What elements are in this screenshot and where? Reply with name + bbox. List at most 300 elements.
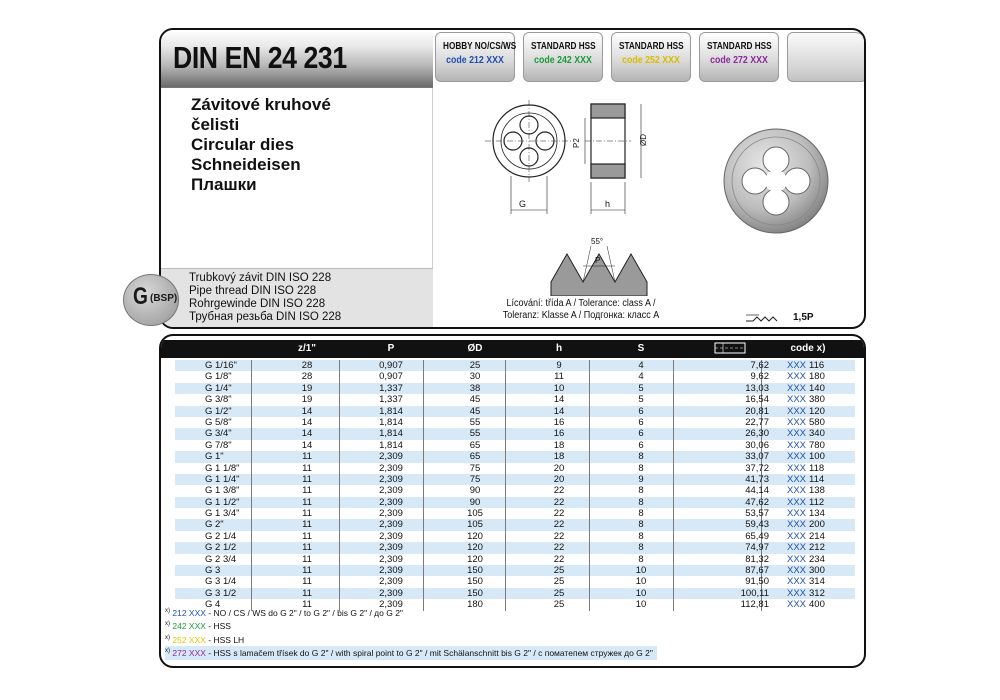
column-separator xyxy=(423,588,424,599)
cell-p: 1,814 xyxy=(379,405,403,417)
column-separator xyxy=(505,531,506,542)
column-separator xyxy=(505,576,506,587)
cell-p: 2,309 xyxy=(379,587,403,599)
cell-od: 75 xyxy=(469,462,481,474)
thread-line-en: Pipe thread DIN ISO 228 xyxy=(189,285,317,297)
table-row xyxy=(175,576,855,587)
tab-label: STANDARD HSS xyxy=(707,41,772,52)
cell-od: 90 xyxy=(469,485,481,497)
cell-p: 1,337 xyxy=(379,382,403,394)
column-separator xyxy=(339,576,340,587)
column-separator xyxy=(339,542,340,553)
column-separator xyxy=(589,428,590,439)
cell-s: 6 xyxy=(638,416,644,428)
cell-code: 100 xyxy=(809,451,825,463)
footnote-code: 272 XXX xyxy=(172,648,206,659)
cell-z: 11 xyxy=(302,599,312,611)
tab-label: HOBBY NO/CS/WS xyxy=(443,41,517,52)
column-separator xyxy=(589,531,590,542)
cell-size: G 1/16" xyxy=(205,360,237,371)
cell-thread-depth: 87,67 xyxy=(745,565,769,577)
cell-z: 11 xyxy=(302,587,312,599)
cell-s: 6 xyxy=(638,428,644,440)
cell-s: 9 xyxy=(638,473,644,485)
cell-thread-depth: 9,62 xyxy=(750,371,769,383)
column-separator xyxy=(423,360,424,371)
cell-h: 25 xyxy=(553,599,565,611)
cell-p: 2,309 xyxy=(379,519,403,531)
cell-p: 2,309 xyxy=(379,485,403,497)
column-separator xyxy=(505,497,506,508)
cell-p: 0,907 xyxy=(379,371,403,383)
name-ru: Плашки xyxy=(191,175,257,194)
cell-size: G 3/4" xyxy=(205,428,232,440)
column-separator xyxy=(589,474,590,485)
tab-standard-hss-252[interactable] xyxy=(611,32,691,82)
footnote-text: - HSS s lamačem třísek do G 2" / with spiral point to G 2" / mit Schälanschnitt bis G 2" / с поматепем стружек до G 2" xyxy=(205,648,653,659)
cell-h: 22 xyxy=(553,553,565,565)
cell-size: G 7/8" xyxy=(205,439,232,451)
column-separator xyxy=(423,451,424,462)
column-separator xyxy=(339,417,340,428)
cell-code-prefix: XXX xyxy=(787,587,807,599)
cell-code-prefix: XXX xyxy=(787,405,807,417)
column-separator xyxy=(339,360,340,371)
column-separator xyxy=(339,588,340,599)
cell-h: 14 xyxy=(553,394,565,406)
cell-size: G 2 3/4 xyxy=(205,553,237,565)
column-separator xyxy=(673,451,674,462)
table-row xyxy=(175,451,855,462)
cell-z: 11 xyxy=(302,576,312,588)
cell-z: 11 xyxy=(302,530,312,542)
column-separator xyxy=(339,497,340,508)
cell-thread-depth: 7,62 xyxy=(750,360,769,371)
column-separator xyxy=(589,451,590,462)
column-separator xyxy=(673,440,674,451)
cell-z: 11 xyxy=(302,519,312,531)
cell-code: 340 xyxy=(809,428,825,440)
cell-size: G 1/8" xyxy=(205,371,232,383)
cell-h: 14 xyxy=(553,405,565,417)
column-separator xyxy=(339,463,340,474)
column-separator xyxy=(423,542,424,553)
cell-z: 11 xyxy=(302,473,312,485)
column-separator xyxy=(339,508,340,519)
column-separator xyxy=(673,371,674,382)
column-separator xyxy=(505,463,506,474)
title-bar xyxy=(161,30,433,88)
cell-od: 120 xyxy=(467,553,483,565)
cell-od: 150 xyxy=(467,565,483,577)
footnote-marker: x) xyxy=(165,648,170,655)
cell-code: 234 xyxy=(809,553,825,565)
cell-od: 30 xyxy=(469,371,481,383)
table-row xyxy=(175,554,855,565)
column-separator xyxy=(673,383,674,394)
cell-s: 10 xyxy=(635,587,647,599)
cell-h: 18 xyxy=(553,439,565,451)
cell-s: 10 xyxy=(635,599,647,611)
cell-od: 65 xyxy=(469,451,481,463)
cell-od: 75 xyxy=(469,473,481,485)
table-row xyxy=(175,542,855,553)
column-separator xyxy=(673,417,674,428)
cell-code: 112 xyxy=(809,496,825,508)
column-separator xyxy=(505,508,506,519)
cell-od: 105 xyxy=(467,519,483,531)
cell-z: 11 xyxy=(302,542,312,554)
cell-thread-depth: 53,57 xyxy=(745,508,769,520)
cell-od: 150 xyxy=(467,587,483,599)
column-separator xyxy=(589,588,590,599)
name-de: Schneideisen xyxy=(191,155,301,174)
thread-line-ru: Трубная резьба DIN ISO 228 xyxy=(189,311,342,323)
cell-size: G 4 xyxy=(205,599,221,611)
cell-h: 18 xyxy=(553,451,565,463)
cell-size: G 2 1/2 xyxy=(205,542,237,554)
cell-s: 8 xyxy=(638,462,644,474)
cell-z: 11 xyxy=(302,508,312,520)
table-row xyxy=(175,440,855,451)
cell-p: 2,309 xyxy=(379,530,403,542)
cell-p: 2,309 xyxy=(379,462,403,474)
cell-z: 14 xyxy=(301,416,313,428)
cell-code: 116 xyxy=(809,360,825,371)
cell-code: 314 xyxy=(809,576,825,588)
table-body xyxy=(175,360,855,611)
column-separator xyxy=(423,485,424,496)
cell-code: 780 xyxy=(809,439,825,451)
badge-sub: (BSP) xyxy=(150,293,178,304)
column-separator xyxy=(673,576,674,587)
cell-size: G 1 3/8" xyxy=(205,485,240,497)
cell-z: 11 xyxy=(302,496,312,508)
cell-od: 25 xyxy=(469,360,481,371)
cell-h: 16 xyxy=(553,428,565,440)
tab-hobby[interactable] xyxy=(435,32,515,82)
tab-label: STANDARD HSS xyxy=(531,41,596,52)
cell-z: 14 xyxy=(301,405,313,417)
thread-line-cz: Trubkový závit DIN ISO 228 xyxy=(189,272,332,284)
column-separator xyxy=(589,394,590,405)
cell-h: 25 xyxy=(553,587,565,599)
column-separator xyxy=(339,406,340,417)
cell-z: 11 xyxy=(302,565,312,577)
tab-code: code 252 XXX xyxy=(622,55,680,66)
cell-s: 5 xyxy=(638,382,644,394)
cell-h: 22 xyxy=(553,530,565,542)
cell-z: 11 xyxy=(302,485,312,497)
column-separator xyxy=(339,440,340,451)
product-names xyxy=(191,95,331,195)
cell-thread-depth: 13,03 xyxy=(745,382,769,394)
cell-code-prefix: XXX xyxy=(787,576,807,588)
column-separator xyxy=(673,508,674,519)
cell-code: 380 xyxy=(809,394,825,406)
cell-p: 2,309 xyxy=(379,473,403,485)
footnote-line xyxy=(165,633,657,646)
footnote-line xyxy=(165,619,657,632)
tab-code: code 272 XXX xyxy=(710,55,768,66)
table-row xyxy=(175,417,855,428)
cell-size: G 2" xyxy=(205,519,224,531)
cell-p: 2,309 xyxy=(379,496,403,508)
column-separator xyxy=(423,497,424,508)
cell-size: G 1 1/4" xyxy=(205,473,240,485)
cell-code: 118 xyxy=(809,462,825,474)
cell-od: 120 xyxy=(467,530,483,542)
col-header-thread-icon xyxy=(713,341,747,358)
cell-code-prefix: XXX xyxy=(787,451,807,463)
column-separator xyxy=(673,406,674,417)
thread-standard-box xyxy=(161,268,433,329)
tab-empty xyxy=(787,32,866,82)
cell-thread-depth: 81,32 xyxy=(745,553,769,565)
cell-z: 28 xyxy=(301,360,313,371)
cell-code-prefix: XXX xyxy=(787,519,807,531)
cell-z: 19 xyxy=(301,382,313,394)
cell-thread-depth: 16,54 xyxy=(745,394,769,406)
cell-h: 16 xyxy=(553,416,565,428)
cell-s: 4 xyxy=(638,371,644,383)
column-separator xyxy=(423,417,424,428)
footnote-marker: x) xyxy=(165,634,170,641)
cell-s: 8 xyxy=(638,485,644,497)
cell-code-prefix: XXX xyxy=(787,462,807,474)
column-separator xyxy=(339,474,340,485)
cell-size: G 3 1/2 xyxy=(205,587,237,599)
tolerance-note xyxy=(494,298,668,322)
column-separator xyxy=(339,519,340,530)
cell-thread-depth: 20,81 xyxy=(745,405,769,417)
footnote-text: - NO / CS / WS do G 2" / to G 2" / bis G 2" / до G 2" xyxy=(205,607,403,618)
footnote-text: - HSS xyxy=(205,621,231,632)
cell-h: 22 xyxy=(553,496,565,508)
col-header-z: z/1" xyxy=(297,343,317,354)
tab-standard-hss-242[interactable] xyxy=(523,32,603,82)
cell-s: 10 xyxy=(635,576,647,588)
cell-code-prefix: XXX xyxy=(787,416,807,428)
cell-code-prefix: XXX xyxy=(787,473,807,485)
column-separator xyxy=(673,554,674,565)
cell-s: 8 xyxy=(638,553,644,565)
tab-code: code 212 XXX xyxy=(446,55,504,66)
cell-thread-depth: 33,07 xyxy=(745,451,769,463)
column-separator xyxy=(589,485,590,496)
product-header-card xyxy=(159,28,866,329)
column-separator xyxy=(339,383,340,394)
chamfer-icon xyxy=(745,309,781,323)
cell-od: 45 xyxy=(469,405,481,417)
column-separator xyxy=(673,588,674,599)
cell-code-prefix: XXX xyxy=(787,394,807,406)
cell-thread-depth: 47,62 xyxy=(745,496,769,508)
cell-s: 8 xyxy=(638,451,644,463)
table-row xyxy=(175,508,855,519)
cell-s: 8 xyxy=(638,508,644,520)
column-separator xyxy=(423,428,424,439)
cell-size: G 1 3/4" xyxy=(205,508,240,520)
column-separator xyxy=(423,519,424,530)
cell-h: 25 xyxy=(553,576,565,588)
tab-standard-hss-272[interactable] xyxy=(699,32,779,82)
column-separator xyxy=(423,394,424,405)
cell-code-prefix: XXX xyxy=(787,360,807,371)
column-separator xyxy=(339,554,340,565)
table-row xyxy=(175,463,855,474)
column-separator xyxy=(589,383,590,394)
cell-code: 134 xyxy=(809,508,825,520)
tolerance-line-2: Toleranz: Klasse A / Подгонка: класс A xyxy=(502,310,660,321)
footnote-marker: x) xyxy=(165,608,170,614)
footnote-marker: x) xyxy=(165,621,170,628)
column-separator xyxy=(673,360,674,371)
column-separator xyxy=(673,463,674,474)
table-row xyxy=(175,474,855,485)
cell-code-prefix: XXX xyxy=(787,530,807,542)
cell-p: 2,309 xyxy=(379,542,403,554)
table-row xyxy=(175,394,855,405)
footnote-line xyxy=(165,606,657,619)
column-separator xyxy=(423,406,424,417)
cell-size: G 3 xyxy=(205,565,221,577)
column-separator xyxy=(339,451,340,462)
cell-thread-depth: 44,14 xyxy=(745,485,769,497)
thread-profile xyxy=(551,246,647,296)
cell-p: 2,309 xyxy=(379,451,403,463)
column-separator xyxy=(423,565,424,576)
cell-size: G 5/8" xyxy=(205,416,232,428)
cell-od: 55 xyxy=(469,416,481,428)
column-separator xyxy=(423,554,424,565)
table-row xyxy=(175,565,855,576)
cell-p: 2,309 xyxy=(379,508,403,520)
cell-size: G 3 1/4 xyxy=(205,576,237,588)
cell-p: 2,309 xyxy=(379,565,403,577)
thread-depth-icon xyxy=(713,341,747,355)
cell-code-prefix: XXX xyxy=(787,428,807,440)
footnote-line xyxy=(165,646,657,659)
cell-s: 10 xyxy=(635,565,647,577)
cell-code-prefix: XXX xyxy=(787,496,807,508)
tab-code: code 242 XXX xyxy=(534,55,592,66)
column-separator xyxy=(589,542,590,553)
table-row xyxy=(175,406,855,417)
column-separator xyxy=(589,406,590,417)
column-separator xyxy=(423,576,424,587)
column-separator xyxy=(423,508,424,519)
cell-s: 8 xyxy=(638,530,644,542)
cell-code: 212 xyxy=(809,542,825,554)
badge-letter: G xyxy=(133,283,148,310)
table-row xyxy=(175,497,855,508)
cell-z: 11 xyxy=(302,553,312,565)
cell-code: 214 xyxy=(809,530,825,542)
cell-od: 105 xyxy=(467,508,483,520)
col-header-od: ØD xyxy=(467,343,483,354)
column-separator xyxy=(589,371,590,382)
side-view xyxy=(585,104,641,214)
tolerance-line-1: Lícování: třída A / Tolerance: class A / xyxy=(506,298,656,309)
cell-code-prefix: XXX xyxy=(787,508,807,520)
cell-code-prefix: XXX xyxy=(787,485,807,497)
column-separator xyxy=(505,360,506,371)
cell-p: 2,309 xyxy=(379,599,403,611)
column-separator xyxy=(589,360,590,371)
cell-code: 312 xyxy=(809,587,825,599)
column-separator xyxy=(505,519,506,530)
front-view xyxy=(485,100,573,214)
cell-od: 150 xyxy=(467,576,483,588)
dim-p2: P2 xyxy=(572,138,581,148)
cell-size: G 1 1/8" xyxy=(205,462,240,474)
table-row xyxy=(175,371,855,382)
column-separator xyxy=(339,485,340,496)
cell-code: 400 xyxy=(809,599,825,611)
column-separator xyxy=(505,485,506,496)
cell-size: G 3/8" xyxy=(205,394,232,406)
name-cz-1: Závitové kruhové xyxy=(191,95,331,114)
cell-size: G 1 1/2" xyxy=(205,496,240,508)
col-header-p: P xyxy=(387,343,395,354)
column-separator xyxy=(505,417,506,428)
cell-thread-depth: 41,73 xyxy=(745,473,769,485)
dimensions-table-card xyxy=(159,334,866,668)
column-separator xyxy=(673,428,674,439)
cell-code: 114 xyxy=(809,473,825,485)
column-separator xyxy=(505,440,506,451)
cell-thread-depth: 91,50 xyxy=(745,576,769,588)
cell-s: 5 xyxy=(638,394,644,406)
cell-thread-depth: 59,43 xyxy=(745,519,769,531)
column-separator xyxy=(339,428,340,439)
column-separator xyxy=(423,531,424,542)
table-row xyxy=(175,360,855,371)
column-separator xyxy=(423,371,424,382)
column-separator xyxy=(673,565,674,576)
cell-thread-depth: 65,49 xyxy=(745,530,769,542)
cell-s: 8 xyxy=(638,519,644,531)
cell-od: 180 xyxy=(467,599,483,611)
cell-size: G 1" xyxy=(205,451,224,463)
column-separator xyxy=(589,463,590,474)
cell-thread-depth: 37,72 xyxy=(745,462,769,474)
angle-label: 55° xyxy=(591,237,604,246)
cell-s: 8 xyxy=(638,542,644,554)
cell-thread-depth: 112,81 xyxy=(740,599,769,611)
cell-s: 6 xyxy=(638,405,644,417)
cell-h: 20 xyxy=(553,462,565,474)
cell-od: 65 xyxy=(469,439,481,451)
variant-tabs xyxy=(433,30,866,88)
column-separator xyxy=(673,519,674,530)
cell-z: 14 xyxy=(301,439,313,451)
cell-p: 2,309 xyxy=(379,553,403,565)
cell-p: 1,814 xyxy=(379,416,403,428)
cell-code: 120 xyxy=(809,405,825,417)
column-separator xyxy=(505,588,506,599)
cell-code-prefix: XXX xyxy=(787,553,807,565)
thread-line-de: Rohrgewinde DIN ISO 228 xyxy=(189,298,326,310)
column-separator xyxy=(339,565,340,576)
cell-z: 11 xyxy=(302,462,312,474)
cell-code-prefix: XXX xyxy=(787,542,807,554)
table-row xyxy=(175,383,855,394)
dim-g: G xyxy=(519,199,527,209)
cell-code: 200 xyxy=(809,519,825,531)
cell-thread-depth: 30,06 xyxy=(745,439,769,451)
